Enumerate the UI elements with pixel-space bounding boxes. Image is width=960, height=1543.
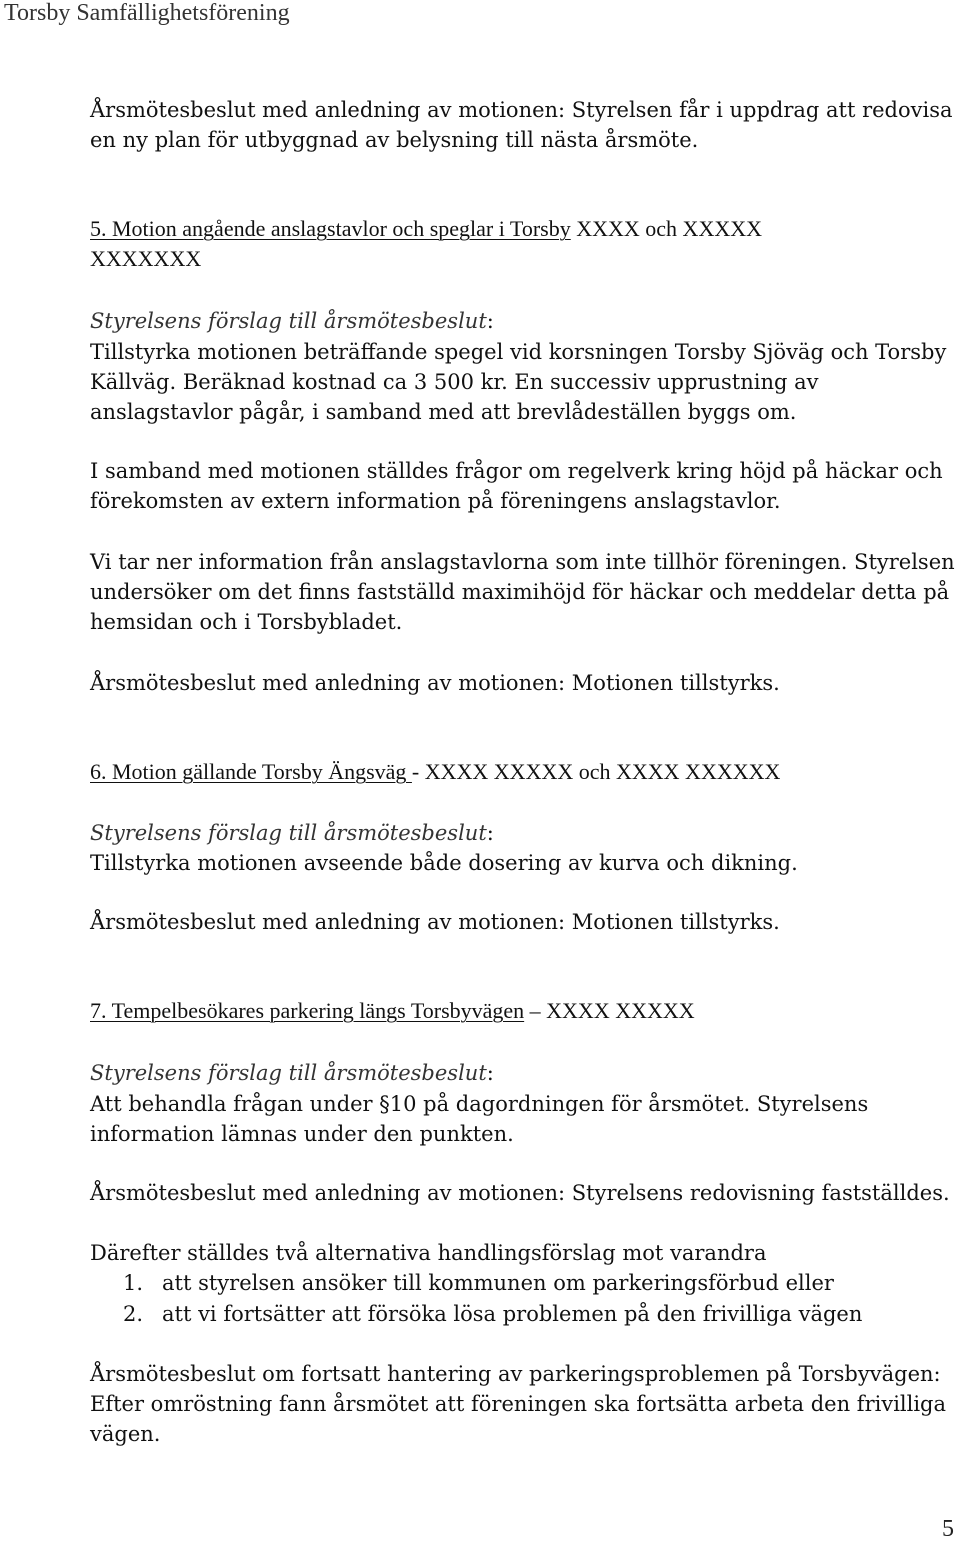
section4-decision-line2: en ny plan för utbyggnad av belysning till nästa årsmöte.	[90, 128, 699, 152]
section6-heading	[90, 757, 780, 787]
page-number: 5	[942, 1516, 954, 1542]
section7-final-line1: Årsmötesbeslut om fortsatt hantering av parkeringsproblemen på Torsbyvägen:	[90, 1362, 941, 1386]
section5-p3-line2: undersöker om det finns fastställd maximihöjd för häckar och meddelar detta på	[90, 580, 950, 604]
section5-decision: Årsmötesbeslut med anledning av motionen: Motionen tillstyrks.	[90, 671, 780, 695]
section6-decision: Årsmötesbeslut med anledning av motionen: Motionen tillstyrks.	[90, 910, 780, 934]
list-item-number: 1.	[123, 1271, 144, 1295]
section5-heading-line2: XXXXXXX	[90, 246, 202, 271]
list-item-text: att styrelsen ansöker till kommunen om parkeringsförbud eller	[162, 1271, 834, 1295]
proposal-label-colon: :	[486, 309, 494, 333]
section5-p1-line1: Tillstyrka motionen beträffande spegel vid korsningen Torsby Sjöväg och Torsby	[90, 340, 947, 364]
section7-proposal-line2: information lämnas under den punkten.	[90, 1122, 514, 1146]
proposal-label-italic: Styrelsens förslag till årsmötesbeslut	[90, 821, 487, 845]
section5-heading-line1	[90, 214, 762, 244]
section5-proposal-label	[90, 306, 494, 336]
section6-proposal-label	[90, 818, 494, 848]
proposal-label-colon: :	[486, 821, 494, 845]
section5-p3-line3: hemsidan och i Torsbybladet.	[90, 610, 403, 634]
list-item-number: 2.	[123, 1302, 144, 1326]
section7-heading	[90, 996, 695, 1026]
section7-alternatives-intro: Därefter ställdes två alternativa handlingsförslag mot varandra	[90, 1241, 767, 1265]
section7-proposal-line1: Att behandla frågan under §10 på dagordningen för årsmötet. Styrelsens	[90, 1092, 869, 1116]
section6-heading-rest: - XXXX XXXXX och XXXX XXXXXX	[411, 759, 781, 784]
section5-p2-line2: förekomsten av extern information på föreningens anslagstavlor.	[90, 489, 781, 513]
section6-heading-underlined: 6. Motion gällande Torsby Ängsväg	[90, 759, 412, 784]
section7-decision: Årsmötesbeslut med anledning av motionen: Styrelsens redovisning fastställdes.	[90, 1181, 950, 1205]
list-item-text: att vi fortsätter att försöka lösa problemen på den frivilliga vägen	[162, 1302, 863, 1326]
section7-proposal-label	[90, 1058, 494, 1088]
section4-decision-line1: Årsmötesbeslut med anledning av motionen: Styrelsen får i uppdrag att redovisa	[90, 98, 953, 122]
proposal-label-italic: Styrelsens förslag till årsmötesbeslut	[90, 309, 487, 333]
section7-heading-underlined: 7. Tempelbesökares parkering längs Torsbyvägen	[90, 998, 525, 1023]
section7-final-line2: Efter omröstning fann årsmötet att föreningen ska fortsätta arbeta den frivilliga	[90, 1392, 947, 1416]
section5-heading-underlined: 5. Motion angående anslagstavlor och speglar i Torsby	[90, 216, 571, 241]
section7-heading-rest: – XXXX XXXXX	[524, 998, 695, 1023]
proposal-label-colon: :	[486, 1061, 494, 1085]
proposal-label-italic: Styrelsens förslag till årsmötesbeslut	[90, 1061, 487, 1085]
section7-final-line3: vägen.	[90, 1422, 161, 1446]
section5-p1-line3: anslagstavlor pågår, i samband med att brevlådeställen byggs om.	[90, 400, 797, 424]
section6-proposal-text: Tillstyrka motionen avseende både dosering av kurva och dikning.	[90, 851, 798, 875]
page-header-title: Torsby Samfällighetsförening	[4, 0, 290, 26]
section5-p1-line2: Källväg. Beräknad kostnad ca 3 500 kr. En successiv upprustning av	[90, 370, 819, 394]
section5-p3-line1: Vi tar ner information från anslagstavlorna som inte tillhör föreningen. Styrelsen	[90, 550, 955, 574]
section5-heading-rest: XXXX och XXXXX	[570, 216, 762, 241]
section5-p2-line1: I samband med motionen ställdes frågor om regelverk kring höjd på häckar och	[90, 459, 943, 483]
